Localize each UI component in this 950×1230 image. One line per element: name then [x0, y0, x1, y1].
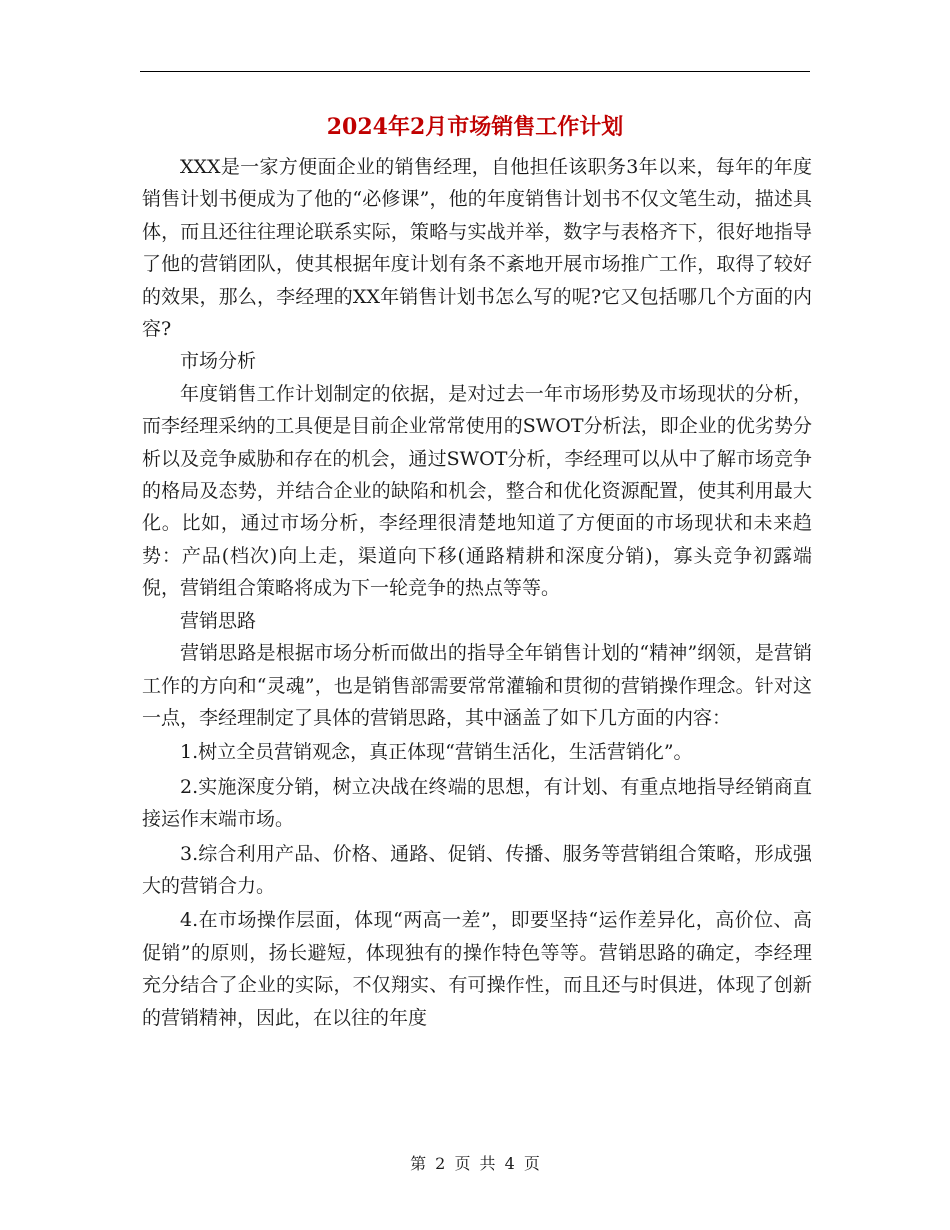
page-number-footer: 第 2 页 共 4 页 [410, 1154, 540, 1173]
list-item-1: 1.树立全员营销观念，真正体现“营销生活化，生活营销化”。 [180, 741, 693, 764]
marketing-ideas-paragraph: 营销思路是根据市场分析而做出的指导全年销售计划的“精神”纲领，是营销工作的方向和“灵魂”，也是销售部需要常常灌输和贯彻的营销操作理念。针对这一点，李经理制定了具体的营销思路，其中涵盖了如下几方面的内容： [142, 642, 812, 729]
header-rule [140, 71, 810, 72]
document-title: 2024年2月市场销售工作计划 [326, 114, 624, 140]
market-analysis-paragraph: 年度销售工作计划制定的依据，是对过去一年市场形势及市场现状的分析，而李经理采纳的工具便是目前企业常常使用的SWOT分析法，即企业的优劣势分析以及竞争威胁和存在的机会，通过SWOT分析，李经理可以从中了解市场竞争的格局及态势，并结合企业的缺陷和机会，整合和优化资源配置，使其利用最大化。比如，通过市场分析，李经理很清楚地知道了方便面的市场现状和未来趋势：产品(档次)向上走，渠道向下移(通路精耕和深度分销)，寡头竞争初露端倪，营销组合策略将成为下一轮竞争的热点等等。 [142, 382, 812, 600]
list-item-3: 3.综合利用产品、价格、通路、促销、传播、服务等营销组合策略，形成强大的营销合力。 [142, 842, 812, 897]
list-item-2: 2.实施深度分销，树立决战在终端的思想，有计划、有重点地指导经销商直接运作末端市场。 [142, 775, 812, 831]
document-body [142, 151, 812, 1034]
list-item-4: 4.在市场操作层面，体现“两高一差”，即要坚持“运作差异化，高价位、高促销”的原则，扬长避短，体现独有的操作特色等等。营销思路的确定，李经理充分结合了企业的实际，不仅翔实、有可操作性，而且还与时俱进，体现了创新的营销精神，因此，在以往的年度 [142, 909, 812, 1029]
section-heading-marketing-ideas: 营销思路 [180, 609, 257, 632]
intro-paragraph: XXX是一家方便面企业的销售经理，自他担任该职务3年以来，每年的年度销售计划书便成为了他的“必修课”，他的年度销售计划书不仅文笔生动，描述具体，而且还往往理论联系实际，策略与实战并举，数字与表格齐下，很好地指导了他的营销团队，使其根据年度计划有条不紊地开展市场推广工作，取得了较好的效果，那么，李经理的XX年销售计划书怎么写的呢?它又包括哪几个方面的内容? [142, 156, 812, 341]
section-heading-market-analysis: 市场分析 [180, 350, 257, 373]
